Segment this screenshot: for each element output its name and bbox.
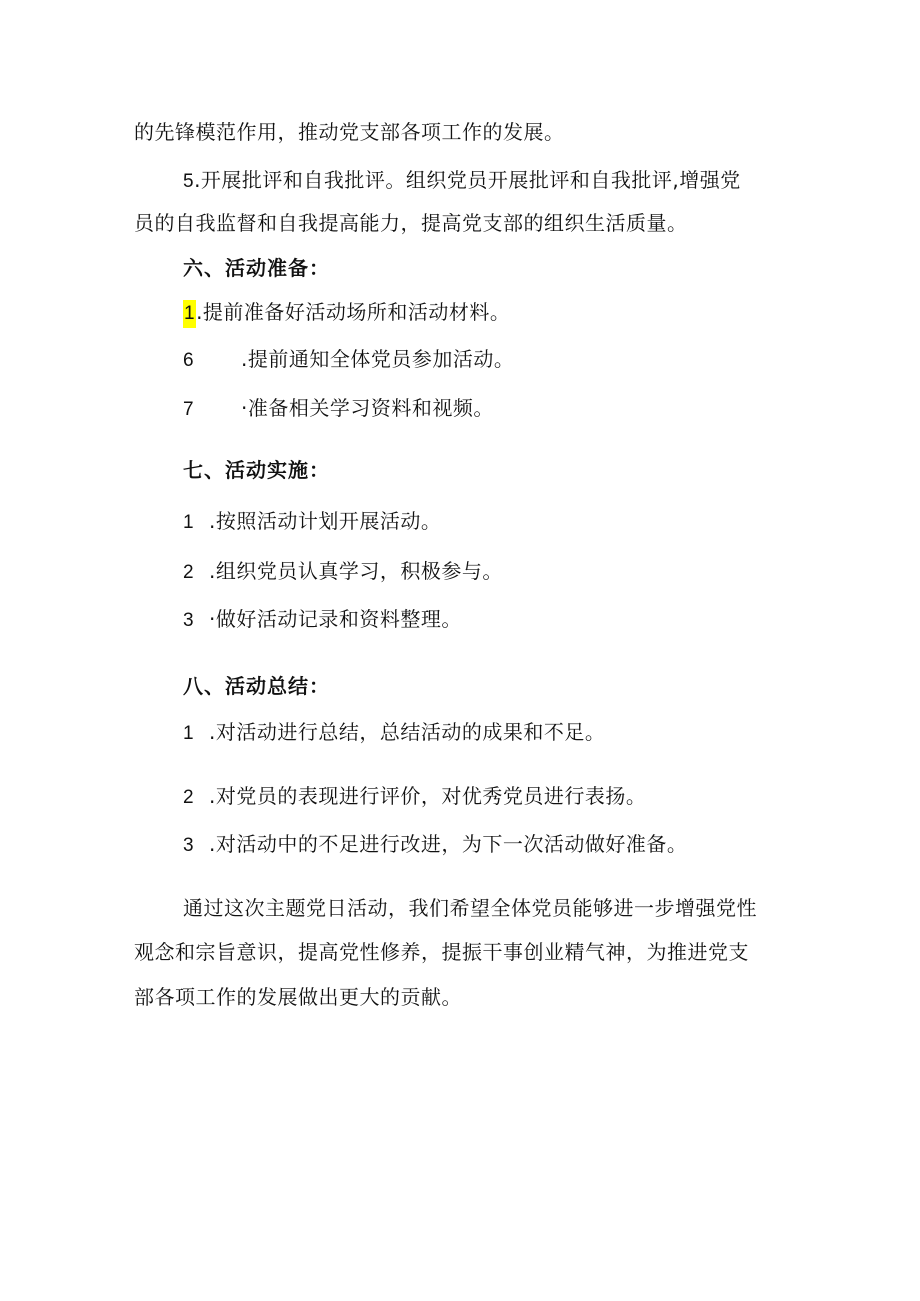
list-item	[183, 394, 494, 424]
list-item	[183, 507, 441, 537]
list-number-highlighted: 1	[183, 300, 196, 328]
list-item-text: .组织党员认真学习，积极参与。	[209, 559, 503, 583]
list-number: 2	[183, 787, 195, 808]
section-heading: 七、活动实施：	[183, 458, 330, 482]
list-number: 3	[183, 835, 195, 856]
list-number: 3	[183, 610, 195, 631]
paragraph-text: .开展批评和自我批评。组织党员开展批评和自我批评,增强党	[194, 168, 741, 192]
list-item-text: .对党员的表现进行评价，对优秀党员进行表扬。	[209, 784, 647, 808]
paragraph-text: 员的自我监督和自我提高能力，提高党支部的组织生活质量。	[134, 211, 688, 235]
list-item	[183, 782, 646, 812]
list-item-text: .对活动进行总结，总结活动的成果和不足。	[209, 720, 606, 744]
paragraph-line	[134, 209, 688, 237]
list-number: 1	[183, 723, 195, 744]
list-number: 1	[183, 512, 195, 533]
list-number: 7	[183, 399, 195, 420]
list-item-text: ·做好活动记录和资料整理。	[209, 607, 462, 631]
list-item-text: ·准备相关学习资料和视频。	[241, 396, 494, 420]
list-item-text: .提前准备好活动场所和活动材料。	[196, 300, 511, 324]
section-heading: 六、活动准备：	[183, 256, 330, 280]
list-item-text: .对活动中的不足进行改进，为下一次活动做好准备。	[209, 832, 688, 856]
paragraph-text: 通过这次主题党日活动，我们希望全体党员能够进一步增强党性	[183, 896, 757, 920]
list-item	[183, 605, 462, 635]
list-item	[183, 830, 687, 860]
paragraph-text: 的先锋模范作用，推动党支部各项工作的发展。	[134, 120, 565, 144]
list-item	[183, 345, 514, 375]
list-item-text: .按照活动计划开展活动。	[209, 509, 442, 533]
list-number: 6	[183, 350, 195, 371]
section-heading: 八、活动总结：	[183, 674, 330, 698]
list-item	[183, 298, 510, 328]
list-number: 5	[183, 171, 195, 192]
paragraph-text: 观念和宗旨意识，提高党性修养，提振干事创业精气神，为推进党支	[134, 940, 749, 964]
list-number: 2	[183, 562, 195, 583]
paragraph-line	[134, 938, 749, 966]
paragraph-line	[134, 983, 462, 1011]
list-item	[183, 718, 605, 748]
paragraph-line	[183, 894, 757, 922]
paragraph-line	[183, 166, 741, 196]
paragraph-text: 部各项工作的发展做出更大的贡献。	[134, 985, 462, 1009]
list-item-text: .提前通知全体党员参加活动。	[241, 347, 515, 371]
list-item	[183, 557, 503, 587]
paragraph-line	[134, 118, 565, 146]
